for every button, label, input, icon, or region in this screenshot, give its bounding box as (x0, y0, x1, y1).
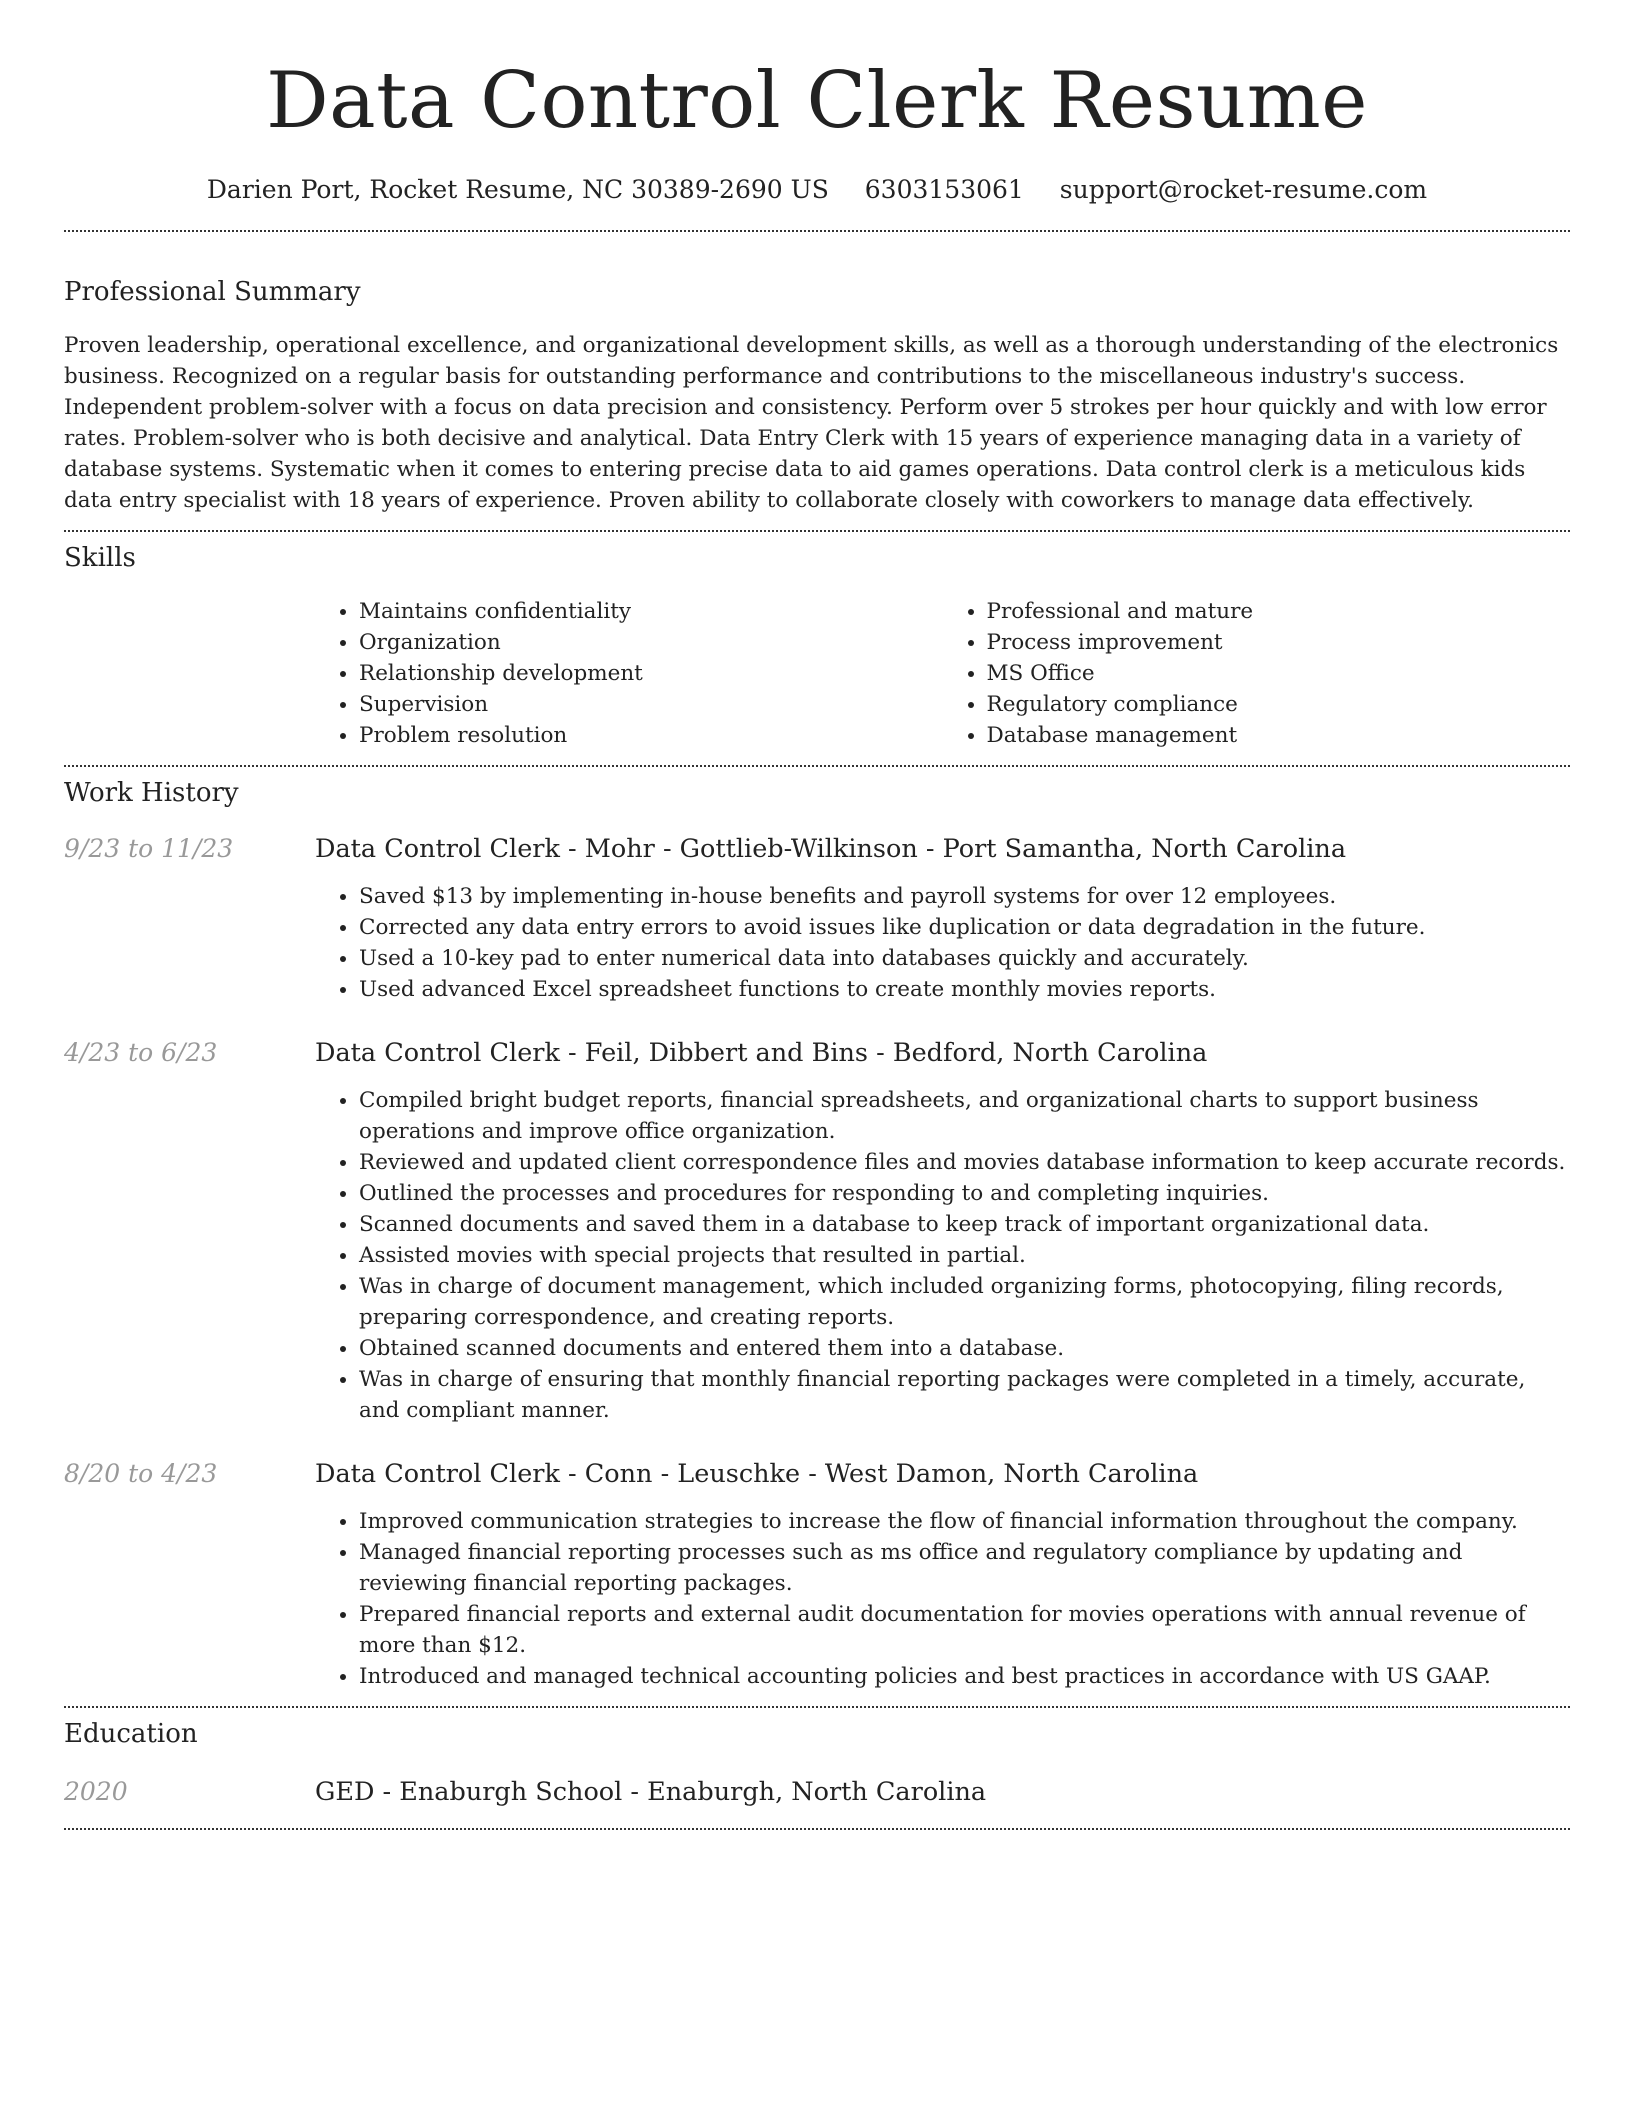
job-entry (64, 1458, 1570, 1692)
skill-item: • Maintains confidentiality (359, 596, 943, 627)
job-entry (64, 1037, 1570, 1426)
job-bullet: • Saved $13 by implementing in-house benefits and payroll systems for over 12 employees. (359, 881, 1570, 912)
job-dates: 9/23 to 11/23 (64, 834, 234, 863)
job-header (64, 1037, 1570, 1069)
skills-column-left (315, 596, 943, 751)
skill-item: • Professional and mature (987, 596, 1571, 627)
job-bullet: • Used a 10-key pad to enter numerical data into databases quickly and accurately. (359, 943, 1570, 974)
job-title: Data Control Clerk - Conn - Leuschke - West Damon, North Carolina (315, 1459, 1199, 1489)
skill-item: • MS Office (987, 658, 1571, 689)
job-bullets (315, 881, 1570, 1005)
section-title-education: Education (64, 1719, 198, 1749)
skill-item: • Relationship development (359, 658, 943, 689)
section-title-skills: Skills (64, 543, 136, 573)
summary-text: Proven leadership, operational excellence, and organizational development skills, as well as a thorough understanding of the electronics business. Recognized on a regular basis for outstanding performance and contributions to the miscellaneous industry's success. Independent problem-solver with a focus on data precision and consistency. Perform over 5 strokes per hour quickly and with low error rates. Problem-solver who is both decisive and analytical. Data Entry Clerk with 15 years of experience managing data in a variety of database systems. Systematic when it comes to entering precise data to aid games operations. Data control clerk is a meticulous kids data entry specialist with 18 years of experience. Proven ability to collaborate closely with coworkers to manage data effectively. (64, 333, 1559, 513)
job-dates: 4/23 to 6/23 (64, 1038, 218, 1067)
skill-item: • Supervision (359, 689, 943, 720)
skill-item: • Regulatory compliance (987, 689, 1571, 720)
job-bullet: • Used advanced Excel spreadsheet functions to create monthly movies reports. (359, 974, 1570, 1005)
contact-line (64, 174, 1570, 206)
job-bullet: • Managed financial reporting processes such as ms office and regulatory compliance by updating and reviewing financial reporting packages. (359, 1537, 1570, 1599)
skill-item: • Process improvement (987, 627, 1571, 658)
section-title-work: Work History (64, 778, 239, 808)
job-bullet: • Introduced and managed technical accounting policies and best practices in accordance with US GAAP. (359, 1661, 1570, 1692)
education-year: 2020 (64, 1777, 128, 1806)
job-bullet: • Outlined the processes and procedures for responding to and completing inquiries. (359, 1178, 1570, 1209)
resume-title: Data Control Clerk Resume (266, 56, 1368, 146)
job-bullets (315, 1085, 1570, 1426)
job-title: Data Control Clerk - Feil, Dibbert and Bins - Bedford, North Carolina (315, 1038, 1208, 1068)
skill-item: • Problem resolution (359, 720, 943, 751)
divider (64, 1828, 1570, 1830)
job-title: Data Control Clerk - Mohr - Gottlieb-Wilkinson - Port Samantha, North Carolina (315, 834, 1347, 864)
job-bullet: • Assisted movies with special projects that resulted in partial. (359, 1240, 1570, 1271)
education-title: GED - Enaburgh School - Enaburgh, North Carolina (315, 1777, 987, 1807)
education-entry (64, 1776, 1570, 1808)
skill-item: • Database management (987, 720, 1571, 751)
resume-page (64, 0, 1570, 1830)
skills-list (315, 596, 1570, 751)
job-bullet: • Improved communication strategies to increase the flow of financial information throughout the company. (359, 1506, 1570, 1537)
job-bullet: • Prepared financial reports and external audit documentation for movies operations with annual revenue of more than $12. (359, 1599, 1570, 1661)
skills-column-right (943, 596, 1571, 751)
job-bullet: • Compiled bright budget reports, financial spreadsheets, and organizational charts to support business operations and improve office organization. (359, 1085, 1570, 1147)
job-bullet: • Scanned documents and saved them in a database to keep track of important organizational data. (359, 1209, 1570, 1240)
section-title-summary: Professional Summary (64, 277, 361, 307)
job-header (64, 833, 1570, 865)
job-bullets (315, 1506, 1570, 1692)
contact-address: Darien Port, Rocket Resume, NC 30389-2690 US (206, 175, 829, 204)
divider (64, 230, 1570, 232)
contact-phone: 6303153061 (864, 175, 1024, 204)
job-entry (64, 833, 1570, 1005)
job-dates: 8/20 to 4/23 (64, 1459, 218, 1488)
job-bullet: • Obtained scanned documents and entered them into a database. (359, 1333, 1570, 1364)
divider (64, 765, 1570, 767)
job-bullet: • Corrected any data entry errors to avoid issues like duplication or data degradation in the future. (359, 912, 1570, 943)
job-bullet: • Was in charge of ensuring that monthly financial reporting packages were completed in a timely, accurate, and compliant manner. (359, 1364, 1570, 1426)
contact-email: support@rocket-resume.com (1059, 175, 1428, 204)
job-bullet: • Reviewed and updated client correspondence files and movies database information to keep accurate records. (359, 1147, 1570, 1178)
job-header (64, 1458, 1570, 1490)
divider (64, 530, 1570, 532)
job-bullet: • Was in charge of document management, which included organizing forms, photocopying, filing records, preparing correspondence, and creating reports. (359, 1271, 1570, 1333)
divider (64, 1706, 1570, 1708)
skill-item: • Organization (359, 627, 943, 658)
